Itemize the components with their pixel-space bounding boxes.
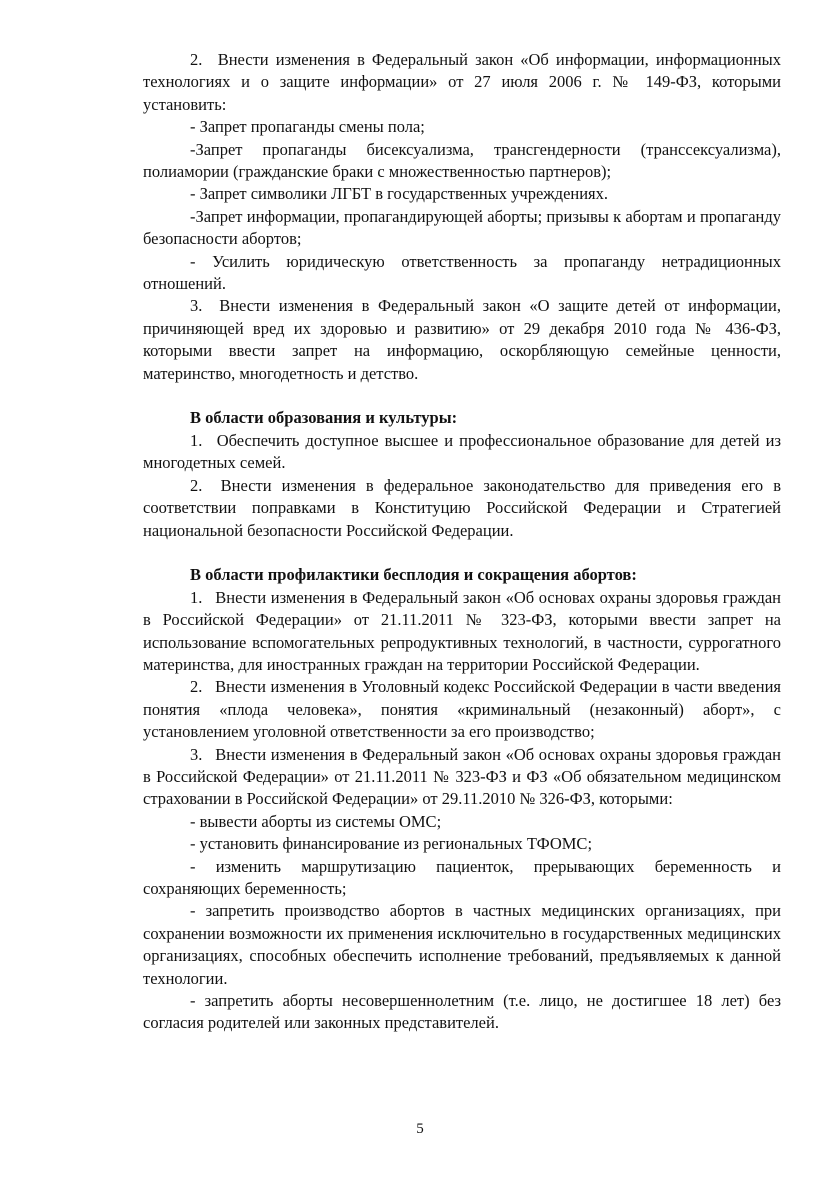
prevention-item-3: 3. Внести изменения в Федеральный закон «Об основах охраны здоровья граждан в Российской Федерации» от 21.11.2011 № 323-ФЗ и ФЗ «Об обязательном медицинском страховании в Российской Федерации» от 29.11.2010 № 326-ФЗ, которыми: [143, 744, 781, 809]
prevention-item-2: 2. Внести изменения в Уголовный кодекс Российской Федерации в части введения понятия «плода человека», понятия «криминальный (незаконный) аборт», с установлением уголовной ответственности за его производство; [143, 677, 781, 742]
prevention-subitem-routing: - изменить маршрутизацию пациенток, прерывающих беременность и сохраняющих беременность; [143, 856, 781, 898]
paragraph-law-436: 3. Внести изменения в Федеральный закон «О защите детей от информации, причиняющей вред их здоровью и развитию» от 29 декабря 2010 года № 436-ФЗ, которыми ввести запрет на информацию, оскорбляющую семейные ценности, материнство, многодетность и детство. [143, 296, 781, 383]
section-heading-prevention: В области профилактики бесплодия и сокращения абортов: [190, 565, 637, 585]
spacer [143, 385, 781, 407]
education-item-1: 1. Обеспечить доступное высшее и профессиональное образование для детей из многодетных семей. [143, 430, 781, 473]
list-item-abortion-info-ban: -Запрет информации, пропагандирующей аборты; призывы к абортам и пропаганду безопасности абортов; [143, 206, 781, 249]
list-item-liability: - Усилить юридическую ответственность за пропаганду нетрадиционных отношений. [143, 251, 781, 294]
section-heading-education: В области образования и культуры: [190, 408, 458, 428]
prevention-subitem-minors: - запретить аборты несовершеннолетним (т.е. лицо, не достигшее 18 лет) без согласия родителей или законных представителей. [143, 991, 781, 1033]
prevention-subitem-private-ban: - запретить производство абортов в частных медицинских организациях, при сохранении возможности их применения исключительно в государственных медицинских организациях, способных обеспечить исполнение требований, предъявляемых к данной технологии. [143, 901, 781, 988]
paragraph-law-149: 2. Внести изменения в Федеральный закон «Об информации, информационных технологиях и о защите информации» от 27 июля 2006 г. № 149-ФЗ, которыми установить: [143, 50, 781, 114]
list-item-gender-change-ban: - Запрет пропаганды смены пола; [190, 117, 425, 137]
page-body [143, 49, 781, 1035]
education-item-2: 2. Внести изменения в федеральное законодательство для приведения его в соответствии поправками в Конституцию Российской Федерации и Стратегией национальной безопасности Российской Федерации. [143, 475, 781, 540]
prevention-subitem-oms: - вывести аборты из системы ОМС; [190, 811, 442, 831]
list-item-propaganda-ban: -Запрет пропаганды бисексуализма, трансгендерности (транссексуализма), полиамории (гражданские браки с множественностью партнеров); [143, 139, 781, 182]
spacer [143, 542, 781, 564]
prevention-subitem-tfoms: - установить финансирование из региональных ТФОМС; [190, 834, 593, 854]
prevention-item-1: 1. Внести изменения в Федеральный закон «Об основах охраны здоровья граждан в Российской Федерации» от 21.11.2011 № 323-ФЗ, которыми ввести запрет на использование вспомогательных репродуктивных технологий, в частности, суррогатного материнства, для иностранных граждан на территории Российской Федерации. [143, 587, 781, 674]
list-item-symbol-ban: - Запрет символики ЛГБТ в государственных учреждениях. [190, 184, 609, 204]
page-number: 5 [416, 1121, 424, 1137]
